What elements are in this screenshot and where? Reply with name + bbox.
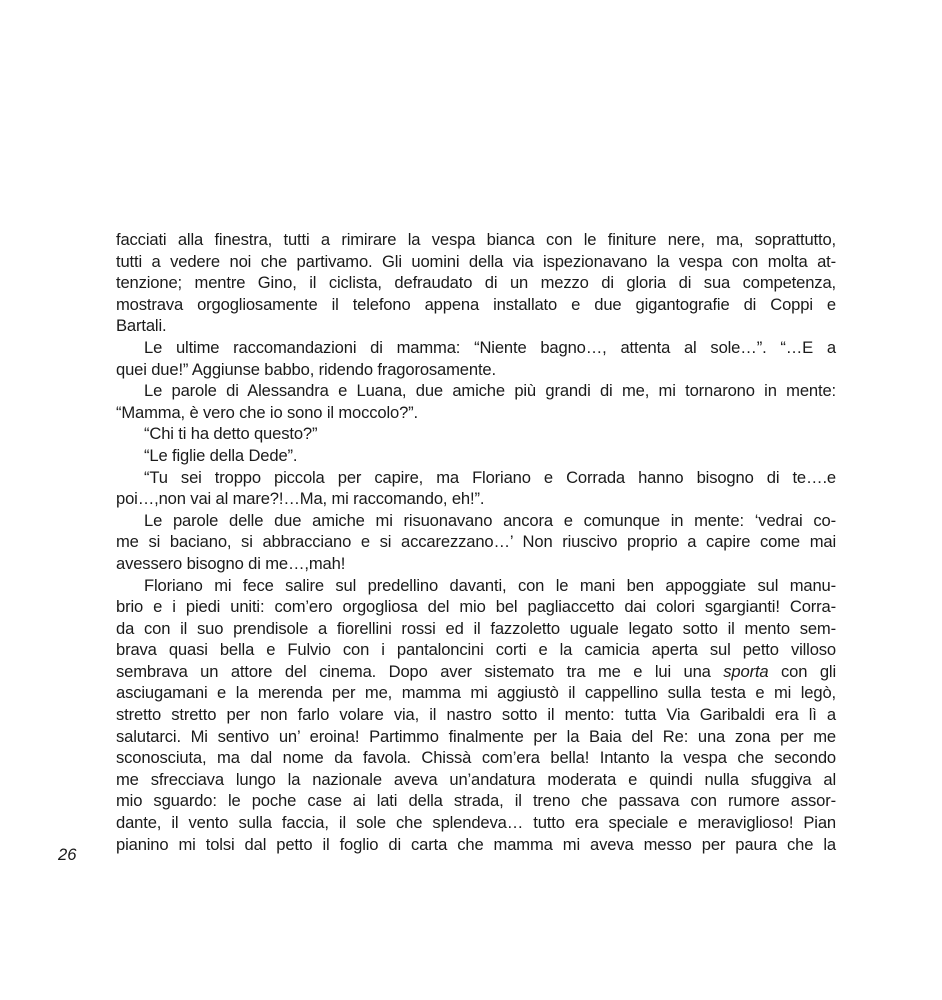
text-line bbox=[116, 661, 836, 683]
text-line: me si baciano, si abbracciano e si accarezzano…’ Non riuscivo proprio a capire come mai bbox=[116, 532, 836, 552]
text-line: Bartali. bbox=[116, 316, 167, 336]
text-line: da con il suo prendisole a fiorellini rossi ed il fazzoletto uguale legato sotto il mento sem- bbox=[116, 618, 836, 638]
text-line: asciugamani e la merenda per me, mamma mi aggiustò il cappellino sulla testa e mi legò, bbox=[116, 683, 836, 703]
text-line: “Mamma, è vero che io sono il moccolo?”. bbox=[116, 402, 419, 422]
text-line: Le parole delle due amiche mi risuonavano ancora e comunque in mente: ‘vedrai co- bbox=[144, 510, 836, 530]
text-line: “Tu sei troppo piccola per capire, ma Floriano e Corrada hanno bisogno di te….e bbox=[144, 467, 836, 487]
text-line: quei due!” Aggiunse babbo, ridendo fragorosamente. bbox=[116, 359, 496, 379]
text-line: facciati alla finestra, tutti a rimirare la vespa bianca con le finiture nere, ma, soprattutto, bbox=[116, 230, 836, 249]
text-line: Le ultime raccomandazioni di mamma: “Niente bagno…, attenta al sole…”. “…E a bbox=[144, 337, 836, 357]
body-text bbox=[116, 229, 836, 855]
text-line: me sfrecciava lungo la nazionale aveva un’andatura moderata e quindi nulla sfuggiva al bbox=[116, 769, 836, 789]
text-line: “Chi ti ha detto questo?” bbox=[144, 424, 318, 444]
text-line: brio e i piedi uniti: com’ero orgogliosa del mio bel pagliaccetto dai colori sgargianti! Corra- bbox=[116, 597, 836, 617]
text-line: “Le figlie della Dede”. bbox=[144, 445, 298, 465]
emphasized-word: sporta bbox=[723, 661, 769, 681]
text-line: Le parole di Alessandra e Luana, due amiche più grandi di me, mi tornarono in mente: bbox=[144, 381, 836, 401]
text-line: sconosciuta, ma dal nome da favola. Chissà com’era bella! Intanto la vespa che secondo bbox=[116, 748, 836, 768]
text-line: salutarci. Mi sentivo un’ eroina! Partimmo finalmente per la Baia del Re: una zona per me bbox=[116, 726, 836, 746]
text-line: stretto stretto per non farlo volare via, il nastro sotto il mento: tutta Via Garibaldi era lì a bbox=[116, 705, 836, 725]
text-line: avessero bisogno di me…,mah! bbox=[116, 553, 346, 573]
text-line: tutti a vedere noi che partivamo. Gli uomini della via ispezionavano la vespa con molta at- bbox=[116, 251, 836, 271]
text-line: tenzione; mentre Gino, il ciclista, defraudato di un mezzo di gloria di sua competenza, bbox=[116, 273, 836, 293]
text-line: mostrava orgogliosamente il telefono appena installato e due gigantografie di Coppi e bbox=[116, 294, 836, 314]
text-segment: con gli bbox=[768, 661, 836, 681]
page-number: 26 bbox=[58, 845, 77, 864]
text-line: pianino mi tolsi dal petto il foglio di carta che mamma mi aveva messo per paura che la bbox=[116, 834, 836, 854]
text-line: brava quasi bella e Fulvio con i pantaloncini corti e la camicia aperta sul petto villoso bbox=[116, 640, 836, 660]
text-segment: sembrava un attore del cinema. Dopo aver sistemato tra me e lui una bbox=[116, 661, 724, 681]
text-line: Floriano mi fece salire sul predellino davanti, con le mani ben appoggiate sul manu- bbox=[144, 575, 836, 595]
text-line: poi…,non vai al mare?!…Ma, mi raccomando, eh!”. bbox=[116, 489, 485, 509]
text-line: dante, il vento sulla faccia, il sole che splendeva… tutto era speciale e meraviglioso! Pian bbox=[116, 813, 836, 833]
text-line: mio sguardo: le poche case ai lati della strada, il treno che passava con rumore assor- bbox=[116, 791, 836, 811]
